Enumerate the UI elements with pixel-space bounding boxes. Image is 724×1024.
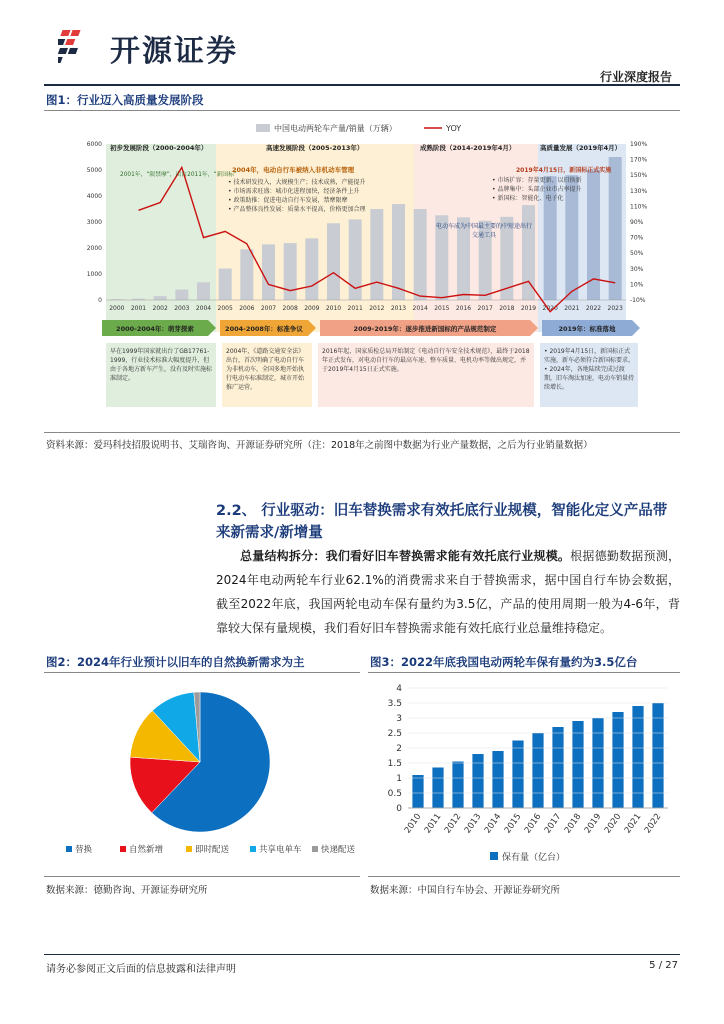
- figure3-y-tick: 1: [396, 774, 402, 784]
- figure2-legend-swatch: [186, 846, 192, 852]
- footer-rule: [44, 954, 680, 955]
- figure1-x-tick: 2000: [109, 305, 125, 312]
- figure1-y-right-tick: 170%: [630, 156, 648, 164]
- figure3-x-tick: 2013: [462, 811, 484, 836]
- figure3-bar: [652, 703, 663, 808]
- figure1-x-tick: 2022: [585, 305, 602, 312]
- figure1-x-tick: 2011: [347, 305, 363, 312]
- figure3-bar: [492, 751, 503, 808]
- figure1-x-tick: 2020: [542, 305, 558, 312]
- figure1-x-tick: 2004: [195, 305, 212, 312]
- figure1-y-left-tick: 2000: [86, 245, 102, 252]
- figure3-bar: [452, 762, 463, 809]
- section-heading: 2.2、 行业驱动：旧车替换需求有效托底行业规模，智能化定义产品带来新需求/新增量: [216, 503, 668, 541]
- figure3-x-tick: 2020: [602, 811, 624, 836]
- figure1-y-left-tick: 5000: [86, 167, 102, 174]
- figure2-legend-label: 即时配送: [195, 845, 230, 855]
- figure1-box-1: 早在1999年国家就出台了GB17761-1999，行业技术标准大幅度提升，但由于各地方新车产生，没有及时实施标准制定。: [106, 343, 216, 407]
- figure3-title: 图3：2022年底我国电动两轮车保有量约为3.5亿台: [370, 655, 638, 669]
- section-paragraph: [216, 544, 680, 640]
- company-logo: [58, 26, 98, 66]
- figure2-legend-label: 替换: [75, 845, 93, 855]
- legend-bar-swatch: [256, 124, 270, 132]
- figure1-x-tick: 2009: [304, 305, 320, 312]
- figure1-y-left-tick: 3000: [86, 219, 102, 226]
- figure3-x-tick: 2017: [542, 811, 564, 836]
- figure1-y-right-tick: 10%: [630, 281, 644, 289]
- figure1-y-right-tick: -10%: [630, 297, 646, 304]
- figure1-phase-arrow-label: 2019年：标准落地: [558, 325, 616, 333]
- figure3-bar: [532, 733, 543, 808]
- figure3-y-tick: 2: [396, 744, 402, 754]
- figure1-x-tick: 2003: [174, 305, 190, 312]
- figure2-chart: [44, 676, 360, 872]
- figure3-x-tick: 2018: [562, 811, 584, 836]
- figure3-bar: [432, 768, 443, 809]
- company-name: 开源证券: [110, 34, 238, 69]
- figure3-legend-label: 保有量（亿台）: [502, 853, 566, 863]
- annotation-2: 2004年，电动自行车被纳入非机动车管理: [232, 166, 355, 174]
- figure1-x-tick: 2002: [152, 305, 168, 312]
- figure3-x-tick: 2016: [522, 811, 544, 836]
- figure1-bar: [284, 243, 297, 300]
- legend-bar-label: 中国电动两轮车产量/销量（万辆）: [274, 124, 397, 133]
- figure1-title-rule: [44, 110, 680, 111]
- figure1-bar: [522, 205, 535, 300]
- figure3-y-tick: 4: [396, 684, 402, 694]
- figure2-legend-swatch: [120, 846, 126, 852]
- figure3-bar: [572, 721, 583, 808]
- figure3-source-rule: [368, 876, 680, 877]
- figure2-legend-label: 自然新增: [129, 845, 164, 855]
- figure1-x-tick: 2008: [282, 305, 298, 312]
- figure1-y-left-tick: 1000: [86, 271, 102, 278]
- annotation-5: 2019年4月15日，新国标正式实施: [516, 167, 612, 174]
- figure1-y-right-tick: 110%: [630, 203, 648, 211]
- figure1-bar: [219, 269, 232, 300]
- figure3-y-tick: 0: [396, 804, 402, 814]
- legend-line-label: YOY: [446, 124, 462, 133]
- figure3-y-tick: 1.5: [387, 759, 402, 769]
- phase-label-3: 成熟阶段（2014-2019年4月）: [420, 144, 516, 152]
- figure1-source: 资料来源：爱玛科技招股说明书、艾瑞咨询、开源证券研究所（注：2018年之前图中数据为行业产量数据，之后为行业销量数据）: [46, 440, 593, 451]
- figure3-y-tick: 3: [396, 714, 402, 724]
- figure1-y-right-tick: 190%: [630, 141, 648, 148]
- figure1-x-tick: 2023: [607, 305, 623, 312]
- figure3-bar: [412, 775, 423, 808]
- figure2-source: 数据来源：德勤咨询、开源证券研究所: [46, 885, 208, 896]
- figure1-box-2: 2004年，《道路交通安全法》出台，首次明确了电动自行车为非机动车，全国多地开始执行电动车标准制定，城市开始推广运营。: [222, 343, 312, 407]
- figure1-y-right-tick: 70%: [630, 234, 644, 242]
- figure3-x-tick: 2019: [582, 811, 604, 836]
- footer-disclaimer: 请务必参阅正文后面的信息披露和法律声明: [46, 964, 236, 975]
- phase-label-2: 高速发展阶段（2005-2013年）: [266, 144, 364, 152]
- figure3-x-tick: 2010: [402, 811, 424, 836]
- figure3-bar: [612, 712, 623, 808]
- figure1-box-4: • 2019年4月15日，新国标正式实施，新车必须符合新国标要求。 • 2024年，各地陆续完成过渡期，旧车淘汰加速，电动车销量持续增长。: [540, 343, 638, 407]
- figure1-title: 图1：行业迈入高质量发展阶段: [46, 93, 204, 107]
- figure1-bar: [240, 249, 253, 300]
- figure1-x-tick: 2007: [260, 305, 277, 312]
- figure1-x-tick: 2005: [217, 305, 233, 312]
- figure1-y-right-tick: 50%: [630, 250, 644, 258]
- figure1-y-left-tick: 0: [98, 297, 102, 304]
- figure1-x-tick: 2001: [130, 305, 147, 312]
- header-rule: [44, 84, 680, 86]
- figure2-legend-label: 共享电单车: [259, 845, 302, 855]
- figure2-legend-swatch: [250, 846, 256, 852]
- annotation-6: • 市场扩容：存量更新、以旧换新 • 品牌集中：头部企业市占率提升 • 新国标：智能化、电子化: [492, 177, 582, 202]
- figure3-bar: [472, 754, 483, 808]
- figure1-x-tick: 2010: [325, 305, 342, 312]
- report-type: 行业深度报告: [599, 70, 672, 84]
- figure1-x-tick: 2014: [412, 305, 428, 312]
- figure3-x-tick: 2021: [622, 811, 644, 836]
- figure3-legend-swatch: [490, 852, 498, 860]
- figure2-title-rule: [44, 672, 360, 673]
- figure1-x-tick: 2019: [520, 305, 537, 312]
- figure2-legend-swatch: [312, 846, 318, 852]
- figure1-x-tick: 2018: [499, 305, 515, 312]
- figure3-x-tick: 2022: [642, 811, 664, 836]
- figure1-x-tick: 2012: [369, 305, 385, 312]
- figure2-legend-label: 快递配送: [321, 845, 356, 855]
- figure1-y-right-tick: 30%: [630, 265, 644, 273]
- figure1-x-tick: 2017: [477, 305, 493, 312]
- figure2-title: 图2：2024年行业预计以旧车的自然换新需求为主: [46, 655, 305, 669]
- figure1-bar: [175, 290, 188, 300]
- annotation-3: • 技术研发投入，大规模生产；技术成熟，产能提升 • 市场需求旺盛：城市化进程加快，经济条件上升 • 政策助推：促进电动自行车发展，禁摩限摩 • 产品整体良性发展：质量水平提高，价格更加合理: [228, 179, 366, 213]
- annotation-1: 2001年，“限禁摩”，出台2011年，“新国标”: [120, 172, 237, 178]
- figure1-phase-arrow-label: 2000-2004年：萌芽探索: [116, 325, 194, 333]
- logo-mark-icon: [58, 26, 98, 66]
- figure3-y-tick: 3.5: [387, 699, 402, 709]
- figure3-y-tick: 0.5: [387, 789, 402, 799]
- figure1-bar: [262, 244, 275, 300]
- figure3-x-tick: 2015: [502, 811, 524, 836]
- figure3-title-rule: [368, 672, 680, 673]
- figure2-legend-swatch: [66, 846, 72, 852]
- figure2-source-rule: [44, 876, 360, 877]
- figure3-chart: [368, 676, 680, 872]
- page-number: 5 / 27: [649, 960, 678, 971]
- phase-label-4: 高质量发展（2019年4月）: [540, 144, 622, 152]
- figure3-x-tick: 2014: [482, 811, 504, 836]
- figure1-source-rule: [44, 432, 680, 433]
- figure3-source: 数据来源：中国自行车协会、开源证券研究所: [370, 885, 561, 896]
- figure1-y-left-tick: 4000: [86, 193, 102, 200]
- figure1-x-tick: 2015: [434, 305, 450, 312]
- figure1-y-left-tick: 6000: [86, 141, 102, 148]
- figure3-y-tick: 2.5: [387, 729, 402, 739]
- annotation-4: 电动车成为中国最主要的中短途出行交通工具: [435, 223, 532, 239]
- figure1-x-tick: 2016: [455, 305, 472, 312]
- figure3-bar: [552, 727, 563, 808]
- figure3-bar: [512, 741, 523, 809]
- figure1-x-tick: 2006: [239, 305, 255, 312]
- figure1-x-tick: 2021: [564, 305, 580, 312]
- figure1-phase-arrow-label: 2004-2008年：标准争议: [225, 325, 303, 333]
- figure1-phase-arrow-label: 2009-2019年：逐步推进新国标的产品规范制定: [353, 325, 497, 333]
- figure1-y-right-tick: 90%: [630, 219, 644, 226]
- figure1-bar: [197, 282, 210, 300]
- figure1-x-tick: 2013: [390, 305, 407, 312]
- figure3-x-tick: 2012: [442, 811, 464, 836]
- figure1-box-3: 2016年起，国家质检总局开始制定《电动自行车安全技术规范》，最终于2018年正式发布，对电动自行车的最高车速、整车质量、电机功率等做出规定，并于2019年4月15日正式实施。: [318, 343, 534, 407]
- figure1-y-right-tick: 130%: [630, 187, 648, 195]
- figure1-y-right-tick: 150%: [630, 172, 648, 180]
- phase-label-1: 初步发展阶段（2000-2004年）: [110, 144, 208, 152]
- figure1-bar: [154, 296, 167, 300]
- paragraph-body: 根据德勤数据预测，2024年电动两轮车行业62.1%的消费需求来自于替换需求，据中国自行车协会数据，截至2022年底，我国两轮电动车保有量约为3.5亿，产品的使用周期一般为4-6年，背靠较大保有量规模，我们看好旧车替换需求能有效托底行业总量维持稳定。: [216, 549, 680, 635]
- figure3-x-tick: 2011: [422, 811, 444, 836]
- paragraph-lead: 总量结构拆分：我们看好旧车替换需求能有效托底行业规模。: [240, 549, 571, 563]
